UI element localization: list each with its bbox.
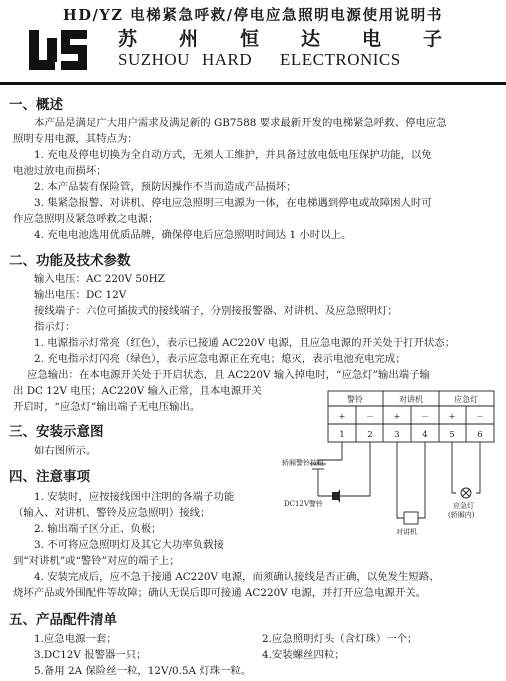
overview-line: 2. 本产品装有保险管，预防因操作不当而造成产品损坏； xyxy=(34,181,297,193)
section-heading-install: 三、安装示意图 xyxy=(9,424,104,440)
spec-line: 输入电压：AC 220V 50HZ xyxy=(34,273,165,285)
company-name-cn: 苏州恒达电子 xyxy=(118,28,485,50)
company-logo xyxy=(27,28,89,72)
note-line: 4. 安装完成后，应不急于接通 AC220V 电源，而须确认接线是否正确，以免发生短路、 xyxy=(34,571,440,583)
note-line: 1. 安装时，应按接线图中注明的各端子功能 xyxy=(34,491,235,503)
terminal-polarity: + xyxy=(448,412,456,421)
spec-line: 指示灯： xyxy=(34,321,76,333)
part-item: 5.备用 2A 保险丝一粒，12V/0.5A 灯珠一粒。 xyxy=(34,665,252,677)
spec-line: 应急输出：在本电源开关处于开启状态，且 AC220V 输入掉电时，“应急灯”输出端子输 xyxy=(27,369,430,381)
terminal-polarity: － xyxy=(476,412,484,421)
spec-line: 2. 充电指示灯闪亮（绿色），表示应急电源正在充电；熄灭，表示电池充电完成； xyxy=(34,353,406,365)
spec-line: 1. 电源指示灯常亮（红色），表示已接通 AC220V 电源，且应急电源的开关处于打开状态； xyxy=(34,337,456,349)
terminal-group-label: 应急灯 xyxy=(454,395,478,404)
terminal-number: 1 xyxy=(339,430,345,440)
section-heading-notes: 四、注意事项 xyxy=(9,469,90,485)
terminal-group-label: 对讲机 xyxy=(399,395,423,404)
terminal-number: 3 xyxy=(394,430,400,440)
terminal-polarity: + xyxy=(338,412,346,421)
install-line: 如右图所示。 xyxy=(34,445,97,457)
emergency-lamp-label: 应急灯 xyxy=(453,502,474,510)
note-line: 烧坏产品或外围配件等故障；确认无误后即可接通 AC220V 电源，并打开应急电源开关。 xyxy=(13,587,427,599)
terminal-polarity: － xyxy=(366,412,374,421)
overview-line: 3. 集紧急报警、对讲机、停电应急照明三电源为一体，在电梯遇到停电或故障困人时可 xyxy=(34,197,432,209)
company-en-word: SUZHOU xyxy=(118,50,190,69)
terminal-number: 4 xyxy=(422,430,428,440)
spec-line: 开启时，“应急灯”输出端子无电压输出。 xyxy=(13,401,201,413)
overview-line: 照明专用电源，其特点为： xyxy=(13,133,138,145)
intercom-label: 对讲机 xyxy=(396,528,417,536)
company-en-word: HARD xyxy=(202,50,253,69)
terminal-number: 6 xyxy=(477,430,483,440)
part-item: 4.安装螺丝四粒； xyxy=(262,649,345,661)
wiring-diagram xyxy=(276,390,498,540)
terminal-polarity: － xyxy=(421,412,429,421)
terminal-number: 5 xyxy=(449,430,455,440)
spec-line: 输出电压：DC 12V xyxy=(34,289,127,301)
note-line: 到“对讲机”或“警铃”对应的端子上； xyxy=(13,555,180,567)
intercom-box xyxy=(404,512,418,524)
section-heading-parts: 五、产品配件清单 xyxy=(9,612,117,628)
alarm-bell-icon xyxy=(332,489,340,503)
note-line: 3. 不可将应急照明灯及其它大功率负载接 xyxy=(34,539,224,551)
overview-line: 本产品是满足广大用户需求及满足新的 GB7588 要求最新开发的电梯紧急呼救、停电应急 xyxy=(34,117,447,129)
overview-line: 作应急照明及紧急呼救之电源； xyxy=(13,213,159,225)
section-heading-overview: 一、概述 xyxy=(9,97,63,113)
part-item: 1.应急电源一套； xyxy=(34,633,117,645)
emergency-lamp-note: (轿厢内) xyxy=(448,511,475,519)
terminal-group-label: 警铃 xyxy=(347,395,363,404)
terminal-polarity: + xyxy=(393,412,401,421)
spec-line: 接线端子：六位可插拔式的接线端子，分别接报警器、对讲机、及应急照明灯； xyxy=(34,305,398,317)
terminal-number: 2 xyxy=(367,430,373,440)
bell-button-label: 轿厢警铃按钮 xyxy=(282,459,324,467)
note-line: （输入、对讲机、警铃及应急照明）接线； xyxy=(13,507,211,519)
note-line: 2. 输出端子区分正、负极； xyxy=(34,523,162,535)
part-item: 2.应急照明灯头（含灯珠）一个； xyxy=(262,633,418,645)
document-title: HD/YZ 电梯紧急呼救/停电应急照明电源使用说明书 xyxy=(63,7,443,24)
company-en-word: ELECTRONICS xyxy=(280,50,401,69)
alarm-bell-label: DC12V警铃 xyxy=(284,500,323,508)
section-heading-specs: 二、功能及技术参数 xyxy=(9,253,131,269)
spec-line: 出 DC 12V 电压；AC220V 输入正常，且本电源开关 xyxy=(13,385,262,397)
part-item: 3.DC12V 报警器一只； xyxy=(34,649,147,661)
overview-line: 电池过放电而损坏； xyxy=(13,165,107,177)
overview-line: 4. 充电电池选用优质品牌，确保停电后应急照明时间达 1 小时以上。 xyxy=(34,229,352,241)
overview-line: 1. 充电及停电切换为全自动方式，无须人工维护，并具备过放电低电压保护功能，以免 xyxy=(34,149,432,161)
company-name-en xyxy=(118,50,401,70)
header-rule xyxy=(0,82,506,85)
